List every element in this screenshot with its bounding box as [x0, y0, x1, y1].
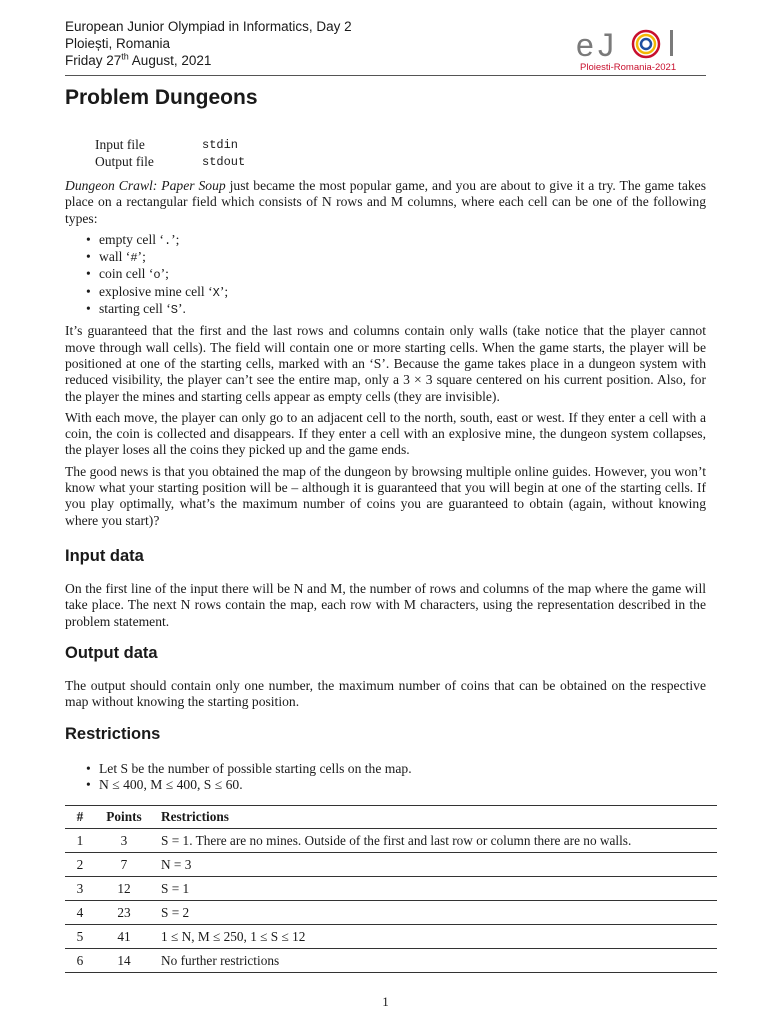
subtask-restriction: S = 1	[153, 877, 717, 901]
column-header-restrictions: Restrictions	[161, 809, 229, 824]
table-header-row	[65, 806, 717, 829]
column-header-number: #	[76, 809, 84, 824]
subtask-restriction: S = 1. There are no mines. Outside of the first and last row or column there are no walls.	[153, 829, 717, 853]
subtask-number: 2	[65, 853, 95, 877]
table-row	[65, 853, 717, 877]
subtask-points: 14	[95, 949, 153, 973]
logo-subtitle: Ploiesti-Romania-2021	[580, 62, 677, 72]
header-event: European Junior Olympiad in Informatics, Day 2	[65, 19, 352, 34]
output-data-heading: Output data	[65, 644, 158, 662]
subtask-number: 5	[65, 925, 95, 949]
input-data-text: On the first line of the input there will be N and M, the number of rows and columns of the map where the game will take place. The next N rows contain the map, each row with M characters, using the representation described in the problem statement.	[65, 581, 706, 629]
page-number: 1	[382, 994, 389, 1009]
input-file-label: Input file	[95, 137, 145, 152]
table-row	[65, 949, 717, 973]
page-header	[65, 18, 706, 74]
list-item: • coin cell ‘o’;	[99, 266, 706, 283]
subtask-number: 1	[65, 829, 95, 853]
restrictions-heading: Restrictions	[65, 725, 161, 743]
input-file-value: stdin	[202, 138, 239, 152]
subtask-number: 4	[65, 901, 95, 925]
subtask-points: 23	[95, 901, 153, 925]
subtask-points: 3	[95, 829, 153, 853]
statement-paragraph-3: With each move, the player can only go to an adjacent cell to the north, south, east or west. If they enter a cell with a coin, the coin is collected and disappears. If they enter a cell with an explosive mine, the dungeon system collapses, the player loses all the coins they picked up and the game ends.	[65, 409, 706, 458]
column-header-points: Points	[106, 809, 142, 824]
header-location: Ploiești, Romania	[65, 36, 171, 51]
subtask-points: 12	[95, 877, 153, 901]
table-row	[65, 901, 717, 925]
list-item: • wall ‘#’;	[99, 249, 706, 266]
problem-title: Problem Dungeons	[65, 86, 258, 109]
output-file-label: Output file	[95, 153, 154, 169]
ejoi-logo	[576, 22, 706, 72]
list-item: • Let S be the number of possible starting cells on the map.	[99, 761, 706, 777]
statement-intro: Dungeon Crawl: Paper Soup just became the most popular game, and you are about to give it a try. The game takes place on a rectangular field which consists of N rows and M columns, where each cell can be one of the following types:	[65, 178, 706, 226]
restrictions-bullets	[65, 761, 706, 794]
subtask-number: 6	[65, 949, 95, 973]
input-data-heading: Input data	[65, 547, 144, 565]
subtask-restriction: 1 ≤ N, M ≤ 250, 1 ≤ S ≤ 12	[153, 925, 717, 949]
header-date: Friday 27th August, 2021	[65, 51, 212, 68]
subtask-restriction: No further restrictions	[153, 949, 717, 973]
document-page	[65, 18, 706, 1009]
header-rule	[65, 75, 706, 76]
statement-paragraph-4: The good news is that you obtained the map of the dungeon by browsing multiple online guides. However, you won’t know what your starting position will be – although it is guaranteed that you will begin at one of the starting cells. If you play optimally, what’s the maximum number of coins you are guaranteed to obtain (again, without knowing where you start)?	[65, 463, 706, 528]
list-item: • N ≤ 400, M ≤ 400, S ≤ 60.	[99, 777, 706, 793]
logo-ring-blue	[641, 39, 651, 49]
problem-statement	[65, 178, 706, 534]
list-item: • explosive mine cell ‘X’;	[99, 284, 706, 301]
subtask-points: 7	[95, 853, 153, 877]
subtask-restriction: N = 3	[153, 853, 717, 877]
logo-letter-i	[670, 30, 673, 56]
cell-types-list	[65, 232, 706, 318]
subtasks-table	[65, 805, 717, 973]
subtask-restriction: S = 2	[153, 901, 717, 925]
subtask-number: 3	[65, 877, 95, 901]
list-item: • starting cell ‘S’.	[99, 301, 706, 318]
table-row	[65, 829, 717, 853]
table-row	[65, 925, 717, 949]
list-item: • empty cell ‘.’;	[99, 232, 706, 249]
output-data-text: The output should contain only one number, the maximum number of coins that can be obtained on the respective map without knowing the starting position.	[65, 678, 706, 710]
output-file-value: stdout	[202, 154, 246, 169]
logo-ring-yellow	[637, 35, 655, 53]
statement-paragraph-2: It’s guaranteed that the first and the last rows and columns contain only walls (take notice that the player cannot move through wall cells). The field will contain one or more starting cells. When the game starts, the player will be positioned at one of the starting cells, marked with an ‘S’. Because the game takes place in a dungeon system with reduced visibility, the player can’t see the entire map, only a 3 × 3 square centered on his current position. Also, for the player the mines and starting cells appear as empty cells (they are invisible).	[65, 323, 706, 404]
logo-letter-e: e	[576, 27, 594, 63]
subtask-points: 41	[95, 925, 153, 949]
table-row	[65, 877, 717, 901]
logo-letter-j: J	[598, 27, 614, 63]
io-files	[95, 137, 245, 170]
